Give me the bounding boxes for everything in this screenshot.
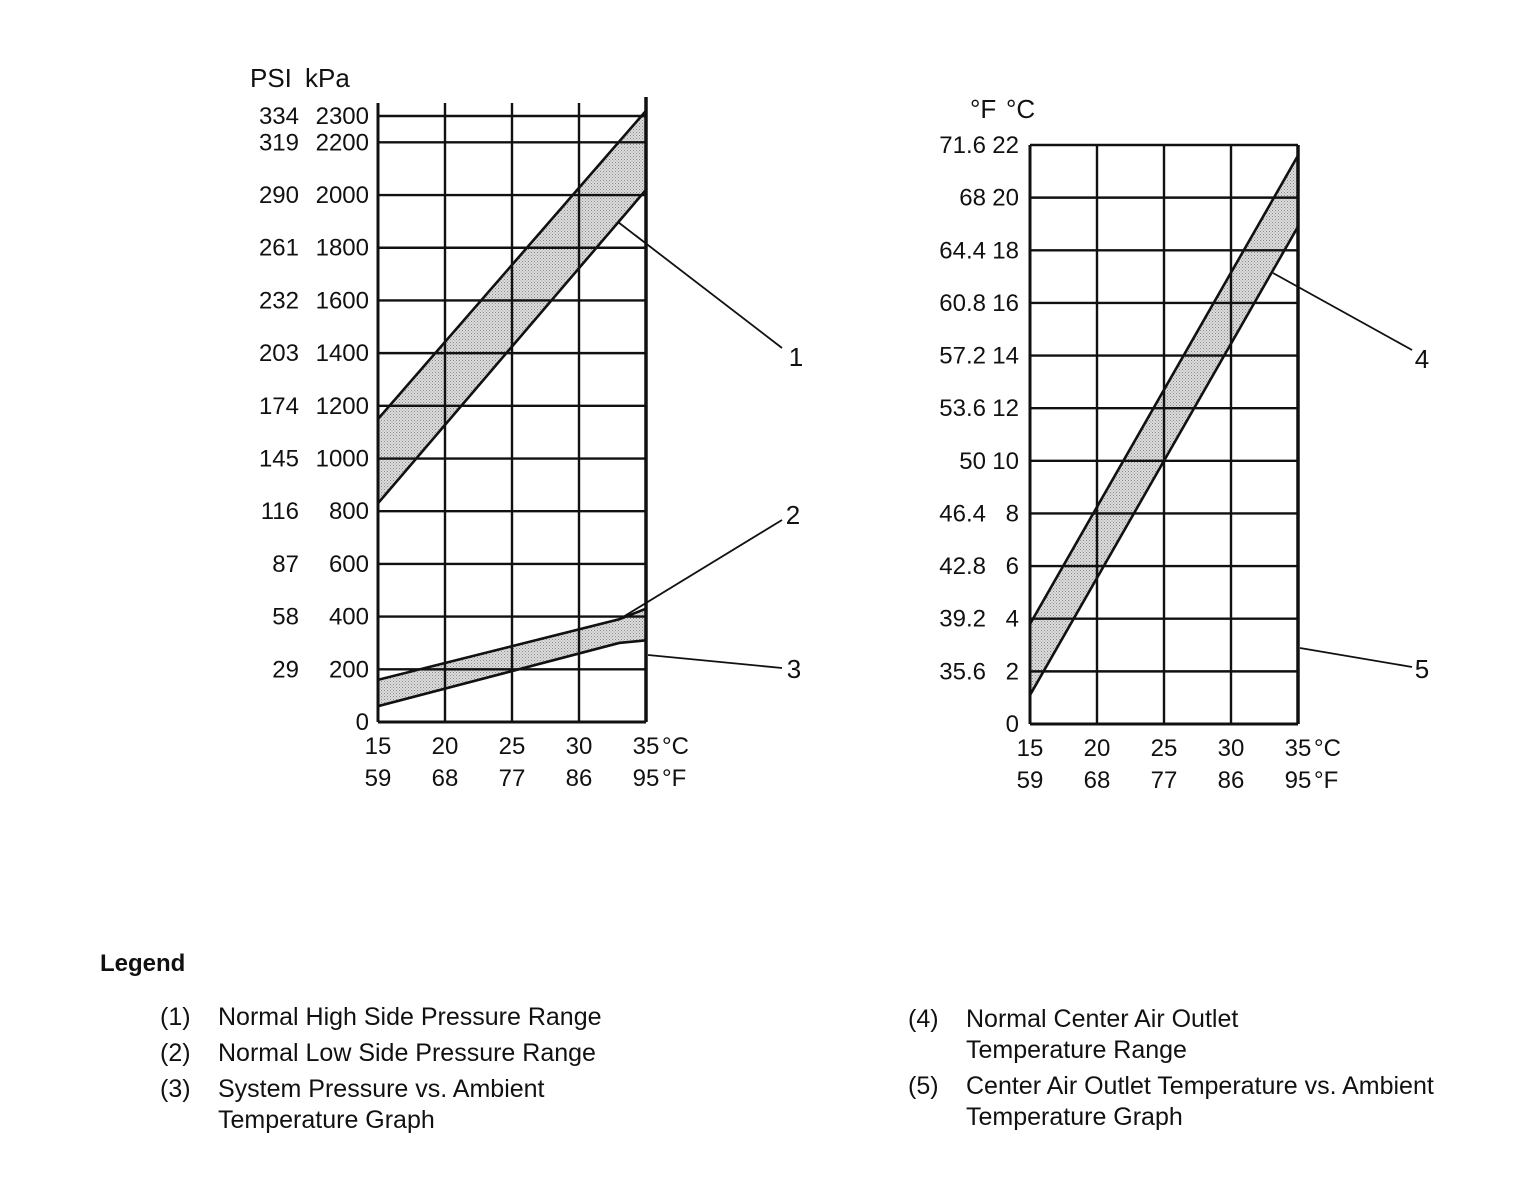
- callout-number: 4: [1414, 344, 1430, 374]
- y-tick-label-alt: 60.8: [939, 289, 986, 317]
- x-tick-label-fahrenheit: 95: [632, 765, 660, 792]
- legend-item-number: (2): [160, 1039, 191, 1067]
- legend-item-text: Center Air Outlet Temperature vs. Ambient Temperature Graph: [966, 1072, 1434, 1131]
- y-tick-label: 1400: [315, 340, 369, 368]
- y-tick-label-alt: 71.6: [939, 132, 986, 159]
- y-tick-label-alt: 319: [258, 129, 299, 157]
- callout-leader-line: [618, 520, 782, 620]
- x-tick-label-fahrenheit: 59: [1016, 767, 1044, 794]
- y-tick-label: 600: [328, 550, 369, 578]
- y-tick-label: 20: [992, 184, 1019, 212]
- y-tick-label: 10: [992, 447, 1019, 475]
- x-tick-label-fahrenheit: 86: [565, 765, 593, 792]
- y-tick-label: 18: [992, 237, 1019, 265]
- legend-item-number: (5): [908, 1072, 939, 1100]
- y-tick-label: 2000: [315, 182, 369, 210]
- y-tick-label-alt: 35.6: [939, 658, 986, 686]
- x-tick-label-fahrenheit: 59: [364, 765, 392, 792]
- y-tick-label-alt: 53.6: [939, 395, 986, 423]
- y-tick-label: 2200: [315, 129, 369, 157]
- x-unit-label-fahrenheit: °F: [1314, 767, 1339, 794]
- y-unit-label: °C: [1006, 94, 1036, 124]
- y-tick-label-alt: 50: [959, 447, 986, 475]
- legend-item-3: [160, 1074, 800, 1136]
- x-tick-label-celsius: 25: [498, 733, 526, 760]
- legend-item-5: [908, 1071, 1528, 1133]
- x-tick-label-fahrenheit: 68: [431, 765, 459, 792]
- y-tick-label: 2: [1005, 658, 1019, 686]
- y-tick-label: 1800: [315, 234, 369, 262]
- y-tick-label: 1600: [315, 287, 369, 315]
- y-unit-label: °F: [970, 94, 997, 124]
- x-tick-label-fahrenheit: 77: [1150, 767, 1178, 794]
- callout-leader-line: [1300, 648, 1412, 667]
- y-tick-label: 1200: [315, 392, 369, 420]
- y-tick-label-alt: 29: [272, 656, 299, 684]
- legend-column-right: [908, 1004, 1528, 1138]
- legend-item-4: [908, 1004, 1528, 1066]
- callout-number: 2: [785, 500, 801, 530]
- y-tick-label-alt: 39.2: [939, 605, 986, 633]
- y-tick-label: 4: [1005, 605, 1019, 633]
- legend-item-text: Normal Center Air Outlet Temperature Range: [966, 1005, 1239, 1064]
- y-tick-label-alt: 334: [258, 103, 299, 130]
- y-tick-label-alt: 203: [258, 340, 299, 368]
- x-tick-label-celsius: 15: [1016, 735, 1044, 762]
- y-tick-label-alt: 290: [258, 182, 299, 210]
- callout-leader-line: [1273, 273, 1412, 350]
- x-tick-label-fahrenheit: 68: [1083, 767, 1111, 794]
- y-tick-label: 12: [992, 395, 1019, 423]
- x-tick-label-celsius: 30: [1217, 735, 1245, 762]
- y-tick-label-alt: 174: [258, 392, 299, 420]
- y-tick-label-alt: 87: [272, 550, 299, 578]
- y-tick-label: 0: [355, 709, 369, 736]
- outlet-temperature-chart: [939, 94, 1429, 794]
- legend-item-number: (4): [908, 1005, 939, 1033]
- y-tick-label: 200: [328, 656, 369, 684]
- x-tick-label-fahrenheit: 77: [498, 765, 526, 792]
- legend-item-text: Normal High Side Pressure Range: [218, 1003, 602, 1031]
- legend-column-left: [160, 1002, 800, 1141]
- y-tick-label-alt: 64.4: [939, 237, 986, 265]
- callout-leader-line: [648, 655, 782, 668]
- y-unit-label: PSI: [250, 63, 292, 93]
- y-tick-label-alt: 145: [258, 445, 299, 473]
- x-tick-label-celsius: 35: [632, 733, 660, 760]
- callout-number: 3: [786, 654, 802, 684]
- y-tick-label-alt: 42.8: [939, 553, 986, 581]
- y-tick-label: 14: [992, 342, 1019, 370]
- x-unit-label-celsius: °C: [662, 733, 689, 760]
- y-tick-label: 400: [328, 603, 369, 631]
- legend-item-2: [160, 1038, 800, 1069]
- callout-number: 5: [1414, 654, 1430, 684]
- x-tick-label-fahrenheit: 95: [1284, 767, 1312, 794]
- y-tick-label: 16: [992, 289, 1019, 317]
- x-tick-label-fahrenheit: 86: [1217, 767, 1245, 794]
- pressure-chart: [250, 63, 803, 792]
- y-unit-label: kPa: [305, 63, 350, 93]
- legend-item-1: [160, 1002, 800, 1033]
- x-unit-label-fahrenheit: °F: [662, 765, 687, 792]
- x-tick-label-celsius: 35: [1284, 735, 1312, 762]
- legend-title: Legend: [100, 950, 186, 977]
- x-tick-label-celsius: 25: [1150, 735, 1178, 762]
- callout-number: 1: [788, 342, 804, 372]
- y-tick-label: 1000: [315, 445, 369, 473]
- y-tick-label: 2300: [315, 103, 369, 130]
- y-tick-label-alt: 58: [272, 603, 299, 631]
- y-tick-label: 22: [992, 132, 1019, 159]
- y-tick-label-alt: 232: [258, 287, 299, 315]
- y-tick-label-alt: 116: [260, 498, 299, 526]
- y-tick-label: 800: [328, 498, 369, 526]
- y-tick-label: 6: [1005, 553, 1019, 581]
- x-tick-label-celsius: 15: [364, 733, 392, 760]
- x-tick-label-celsius: 20: [1083, 735, 1111, 762]
- legend-item-text: Normal Low Side Pressure Range: [218, 1039, 596, 1067]
- y-tick-label: 8: [1005, 500, 1019, 528]
- x-tick-label-celsius: 20: [431, 733, 459, 760]
- legend-item-text: System Pressure vs. Ambient Temperature Graph: [218, 1075, 545, 1134]
- callout-leader-line: [618, 222, 782, 348]
- y-tick-label-alt: 68: [959, 184, 986, 212]
- y-tick-label-alt: 57.2: [939, 342, 986, 370]
- y-tick-label-alt: 261: [258, 234, 299, 262]
- x-tick-label-celsius: 30: [565, 733, 593, 760]
- legend-item-number: (3): [160, 1075, 191, 1103]
- x-unit-label-celsius: °C: [1314, 735, 1341, 762]
- legend-item-number: (1): [160, 1003, 191, 1031]
- y-tick-label-alt: 46.4: [939, 500, 986, 528]
- y-tick-label: 0: [1005, 711, 1019, 738]
